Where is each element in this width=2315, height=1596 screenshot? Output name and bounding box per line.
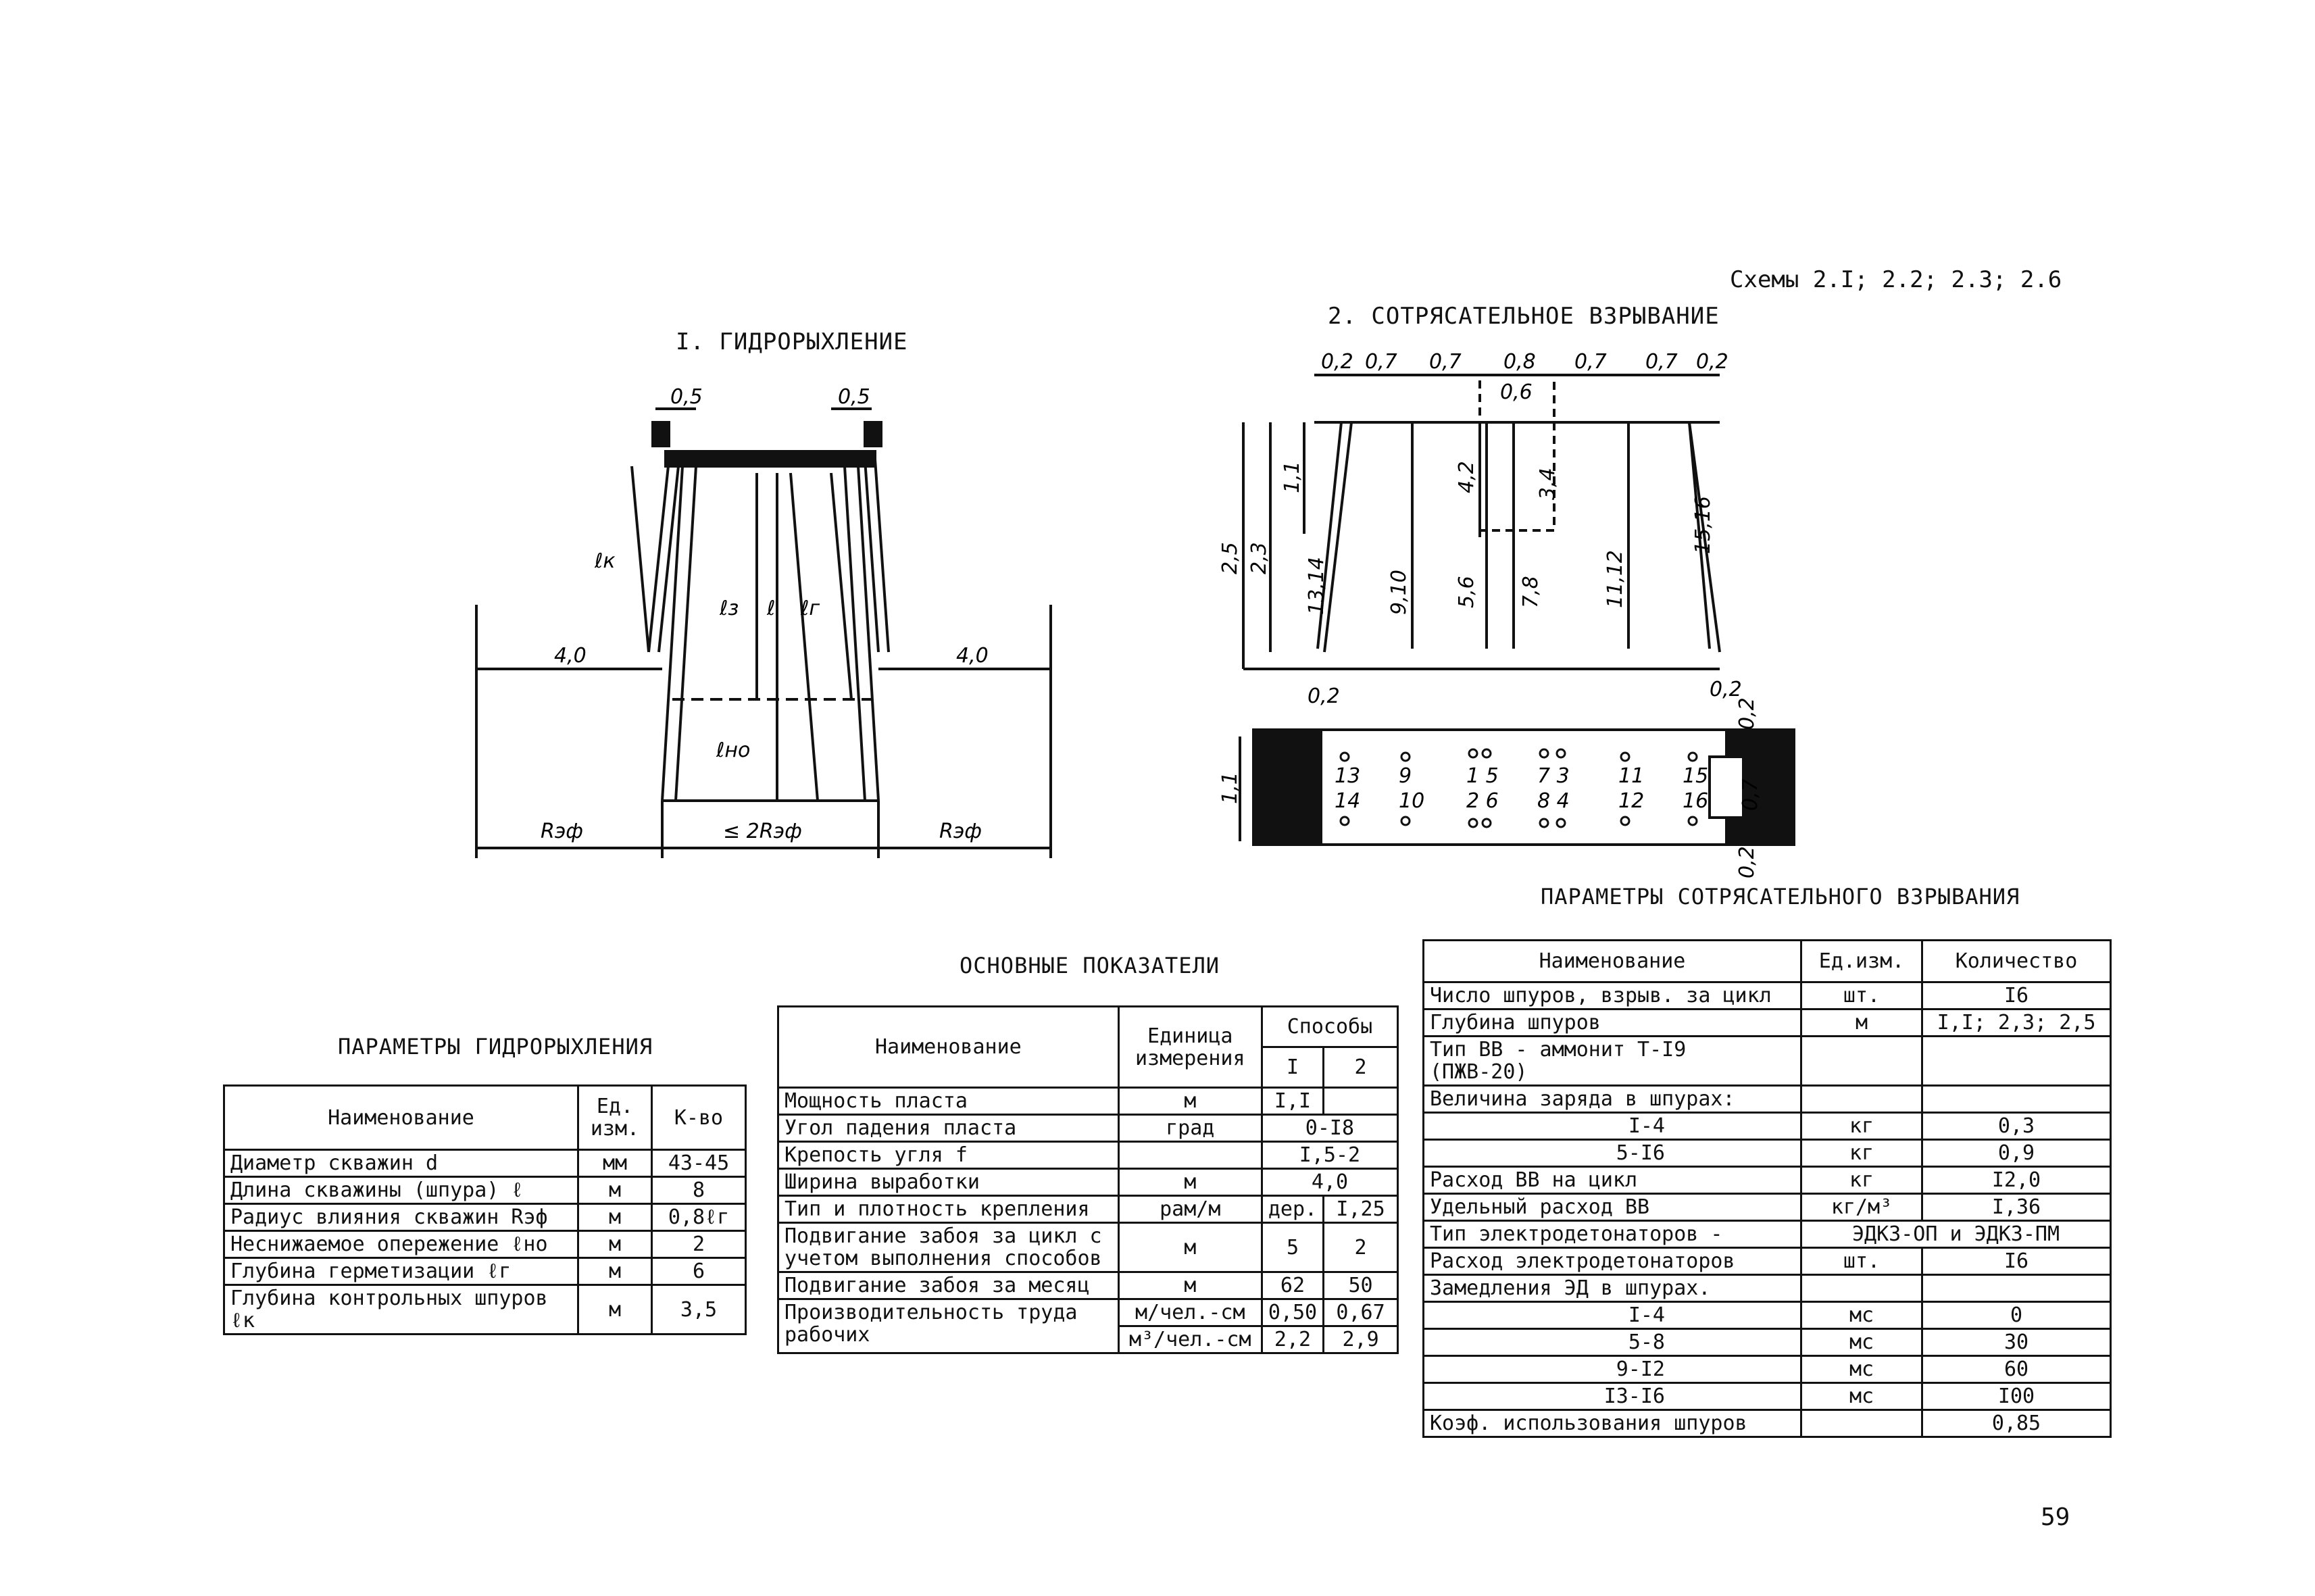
table-row (1424, 982, 2111, 1009)
section-1-title: I. ГИДРОРЫХЛЕНИЕ (676, 328, 908, 355)
cell: Длина скважины (шпура) ℓ (224, 1177, 578, 1204)
dim-top-2: 0,7 (1429, 350, 1462, 374)
dim-r-mid: ≤ 2Rэф (723, 820, 802, 843)
table-row (778, 1088, 1398, 1115)
dim-sub: 0,6 (1500, 380, 1533, 404)
hole-label-top-0: 13 (1335, 764, 1361, 788)
cell: I,5-2 (1262, 1142, 1397, 1169)
dim-vert-8: 3,4 (1536, 468, 1560, 500)
cell: I,25 (1324, 1196, 1398, 1223)
label-lg: ℓг (801, 597, 820, 620)
cell: I-4 (1424, 1302, 1801, 1329)
cell: дер. (1262, 1196, 1323, 1223)
hole-label-bottom-4: 12 (1618, 789, 1645, 813)
table-row (1424, 1302, 2111, 1329)
cell: град (1118, 1115, 1262, 1142)
label-lk: ℓк (595, 549, 616, 573)
dim-bottom-1: 0,2 (1710, 678, 1742, 701)
cell: Расход ВВ на цикл (1424, 1167, 1801, 1194)
cell: Тип электродетонаторов - (1424, 1221, 1801, 1248)
cell: 50 (1324, 1272, 1398, 1299)
cell: 2,9 (1324, 1326, 1398, 1353)
dim-vert-4: 9,10 (1387, 570, 1411, 615)
cell: Величина заряда в шпурах: (1424, 1086, 1801, 1113)
th-qty: К-во (652, 1086, 746, 1150)
cell: 0,8ℓг (652, 1204, 746, 1231)
cell: 60 (1922, 1356, 2111, 1383)
cell: Подвигание забоя за цикл с учетом выполнения способов (778, 1223, 1119, 1272)
cell: Тип и плотность крепления (778, 1196, 1119, 1223)
cell: 9-I2 (1424, 1356, 1801, 1383)
cell: 62 (1262, 1272, 1323, 1299)
dim-top-right: 0,5 (838, 385, 870, 409)
hole-label-bottom-2: 2 6 (1466, 789, 1499, 813)
cell: Диаметр скважин d (224, 1150, 578, 1177)
th-unit: Ед.изм. (1801, 941, 1922, 982)
cell: м (1801, 1009, 1922, 1037)
table-row (1424, 1113, 2111, 1140)
cell: м (578, 1258, 652, 1285)
cell: Крепость угля f (778, 1142, 1119, 1169)
cell: Производительность труда рабочих (778, 1299, 1119, 1353)
cell: мс (1801, 1302, 1922, 1329)
cell: Мощность пласта (778, 1088, 1119, 1115)
cell: I3-I6 (1424, 1383, 1801, 1410)
cell: Глубина контрольных шпуров ℓк (224, 1285, 578, 1335)
cell: рам/м (1118, 1196, 1262, 1223)
cell: мс (1801, 1383, 1922, 1410)
th-unit: Единица измерения (1118, 1007, 1262, 1088)
th-unit: Ед. изм. (578, 1086, 652, 1150)
cell: мм (578, 1150, 652, 1177)
cell: Угол падения пласта (778, 1115, 1119, 1142)
cell (1922, 1086, 2111, 1113)
cell: ЭДКЗ-ОП и ЭДКЗ-ПМ (1801, 1221, 2111, 1248)
dim-vert-2: 1,1 (1280, 461, 1304, 493)
dim-vert-0: 2,5 (1218, 542, 1242, 574)
dim-top-6: 0,2 (1696, 350, 1728, 374)
cell: Ширина выработки (778, 1169, 1119, 1196)
th-name: Наименование (778, 1007, 1119, 1088)
cell: м (1118, 1169, 1262, 1196)
th-name: Наименование (224, 1086, 578, 1150)
cell: 4,0 (1262, 1169, 1397, 1196)
dim-vert-3: 13,14 (1305, 557, 1328, 615)
hole-label-bottom-1: 10 (1399, 789, 1425, 813)
table-blast (1422, 939, 2112, 1438)
cell: м/чел.-см (1118, 1299, 1262, 1326)
cell: 2 (652, 1231, 746, 1258)
hole-label-bottom-5: 16 (1683, 789, 1709, 813)
cell: 5 (1262, 1223, 1323, 1272)
plan-dim-1: 0,2 (1735, 697, 1759, 730)
cell (1801, 1410, 1922, 1437)
table-row (1424, 1248, 2111, 1275)
cell: Расход электродетонаторов (1424, 1248, 1801, 1275)
cell (1324, 1088, 1398, 1115)
cell: Тип ВВ - аммонит Т-I9 (ПЖВ-20) (1424, 1037, 1801, 1086)
hole-label-top-4: 11 (1618, 764, 1645, 788)
plan-dim-2: 0,7 (1739, 778, 1762, 811)
table-row (778, 1223, 1398, 1272)
table-row (224, 1258, 746, 1285)
cell: 0 (1922, 1302, 2111, 1329)
cell (1922, 1275, 2111, 1302)
cell (1118, 1142, 1262, 1169)
cell: 30 (1922, 1329, 2111, 1356)
dim-r-left: Rэф (541, 820, 583, 843)
table-row (224, 1204, 746, 1231)
label-lz: ℓз (720, 597, 739, 620)
hole-label-bottom-0: 14 (1335, 789, 1361, 813)
cell: шт. (1801, 1248, 1922, 1275)
hole-label-top-1: 9 (1399, 764, 1412, 788)
dim-top-left: 0,5 (670, 385, 703, 409)
table-row (1424, 1275, 2111, 1302)
plan-dim-3: 0,2 (1735, 846, 1759, 878)
table-row (1424, 1194, 2111, 1221)
table-main (777, 1005, 1399, 1354)
cell: кг/м³ (1801, 1194, 1922, 1221)
hole-label-top-3: 7 3 (1537, 764, 1570, 788)
cell: I00 (1922, 1383, 2111, 1410)
cell: 0,85 (1922, 1410, 2111, 1437)
cell: 8 (652, 1177, 746, 1204)
cell: мс (1801, 1329, 1922, 1356)
table-row (778, 1115, 1398, 1142)
dim-vert-7: 7,8 (1519, 576, 1543, 608)
table-row (1424, 1009, 2111, 1037)
cell: м (578, 1204, 652, 1231)
table-row (778, 1272, 1398, 1299)
cell: 5-8 (1424, 1329, 1801, 1356)
hole-label-top-2: 1 5 (1466, 764, 1499, 788)
cell: 0-I8 (1262, 1115, 1397, 1142)
cell: I2,0 (1922, 1167, 2111, 1194)
table-hydro-title: ПАРАМЕТРЫ ГИДРОРЫХЛЕНИЯ (338, 1034, 653, 1059)
table-row (224, 1231, 746, 1258)
dim-vert-1: 2,3 (1247, 542, 1271, 574)
table-row (1424, 1410, 2111, 1437)
cell: Коэф. использования шпуров (1424, 1410, 1801, 1437)
cell: 2 (1324, 1223, 1398, 1272)
cell: кг (1801, 1113, 1922, 1140)
cell: м (1118, 1272, 1262, 1299)
cell: Удельный расход ВВ (1424, 1194, 1801, 1221)
table-hydro (223, 1084, 747, 1335)
cell: I,36 (1922, 1194, 2111, 1221)
cell: 2,2 (1262, 1326, 1323, 1353)
dim-vert-5: 4,2 (1455, 461, 1478, 493)
dim-right: 4,0 (956, 644, 989, 668)
cell: кг (1801, 1140, 1922, 1167)
table-row (778, 1196, 1398, 1223)
th-name: Наименование (1424, 941, 1801, 982)
cell: шт. (1801, 982, 1922, 1009)
cell: 0,50 (1262, 1299, 1323, 1326)
dim-bottom-0: 0,2 (1308, 684, 1340, 708)
cell: м (578, 1177, 652, 1204)
table-row (1424, 1037, 2111, 1086)
th-method-1: I (1262, 1047, 1323, 1088)
dim-vert-10: 15,16 (1691, 496, 1715, 554)
table-row (224, 1285, 746, 1335)
cell: 6 (652, 1258, 746, 1285)
cell (1801, 1037, 1922, 1086)
hole-label-top-5: 15 (1683, 764, 1709, 788)
cell: м (578, 1285, 652, 1335)
plan-dim-0: 1,1 (1218, 772, 1242, 804)
cell: I,I (1262, 1088, 1323, 1115)
dim-top-5: 0,7 (1645, 350, 1678, 374)
table-row (1424, 1329, 2111, 1356)
dim-r-right: Rэф (939, 820, 982, 843)
cell: м³/чел.-см (1118, 1326, 1262, 1353)
table-row (1424, 1221, 2111, 1248)
dim-vert-9: 11,12 (1603, 550, 1627, 608)
table-main-title: ОСНОВНЫЕ ПОКАЗАТЕЛИ (960, 953, 1220, 978)
th-method-2: 2 (1324, 1047, 1398, 1088)
cell: Число шпуров, взрыв. за цикл (1424, 982, 1801, 1009)
table-row (1424, 1086, 2111, 1113)
cell: Замедления ЭД в шпурах. (1424, 1275, 1801, 1302)
table-row (1424, 1140, 2111, 1167)
cell: 43-45 (652, 1150, 746, 1177)
cell: м (578, 1231, 652, 1258)
th-qty: Количество (1922, 941, 2111, 982)
cell: I6 (1922, 982, 2111, 1009)
cell: 0,9 (1922, 1140, 2111, 1167)
dim-left: 4,0 (554, 644, 587, 668)
cell: м (1118, 1223, 1262, 1272)
label-lno: ℓно (716, 739, 751, 762)
cell: кг (1801, 1167, 1922, 1194)
page-number: 59 (2041, 1503, 2070, 1531)
table-row (1424, 1167, 2111, 1194)
table-row (224, 1177, 746, 1204)
dim-top-0: 0,2 (1321, 350, 1353, 374)
cell: Подвигание забоя за месяц (778, 1272, 1119, 1299)
table-blast-title: ПАРАМЕТРЫ СОТРЯСАТЕЛЬНОГО ВЗРЫВАНИЯ (1541, 884, 2020, 909)
cell (1801, 1275, 1922, 1302)
cell: I,I; 2,3; 2,5 (1922, 1009, 2111, 1037)
cell: 0,67 (1324, 1299, 1398, 1326)
table-row (1424, 1383, 2111, 1410)
table-row (778, 1299, 1398, 1326)
section-2-title: 2. СОТРЯСАТЕЛЬНОЕ ВЗРЫВАНИЕ (1328, 303, 1720, 330)
table-row (778, 1142, 1398, 1169)
table-row (1424, 1356, 2111, 1383)
cell (1922, 1037, 2111, 1086)
th-methods: Способы (1262, 1007, 1397, 1047)
table-row (224, 1150, 746, 1177)
dim-top-1: 0,7 (1365, 350, 1397, 374)
cell: Радиус влияния скважин Rэф (224, 1204, 578, 1231)
cell: 5-I6 (1424, 1140, 1801, 1167)
dim-top-4: 0,7 (1574, 350, 1607, 374)
cell: I6 (1922, 1248, 2111, 1275)
label-l: ℓ (767, 597, 776, 620)
cell: Неснижаемое опережение ℓно (224, 1231, 578, 1258)
cell: Глубина герметизации ℓг (224, 1258, 578, 1285)
hole-label-bottom-3: 8 4 (1537, 789, 1570, 813)
schemes-reference: Схемы 2.I; 2.2; 2.3; 2.6 (1730, 266, 2062, 293)
cell: м (1118, 1088, 1262, 1115)
cell (1801, 1086, 1922, 1113)
dim-top-3: 0,8 (1503, 350, 1536, 374)
cell: 3,5 (652, 1285, 746, 1335)
cell: Глубина шпуров (1424, 1009, 1801, 1037)
cell: 0,3 (1922, 1113, 2111, 1140)
cell: I-4 (1424, 1113, 1801, 1140)
dim-vert-6: 5,6 (1455, 576, 1478, 608)
cell: мс (1801, 1356, 1922, 1383)
table-row (778, 1169, 1398, 1196)
